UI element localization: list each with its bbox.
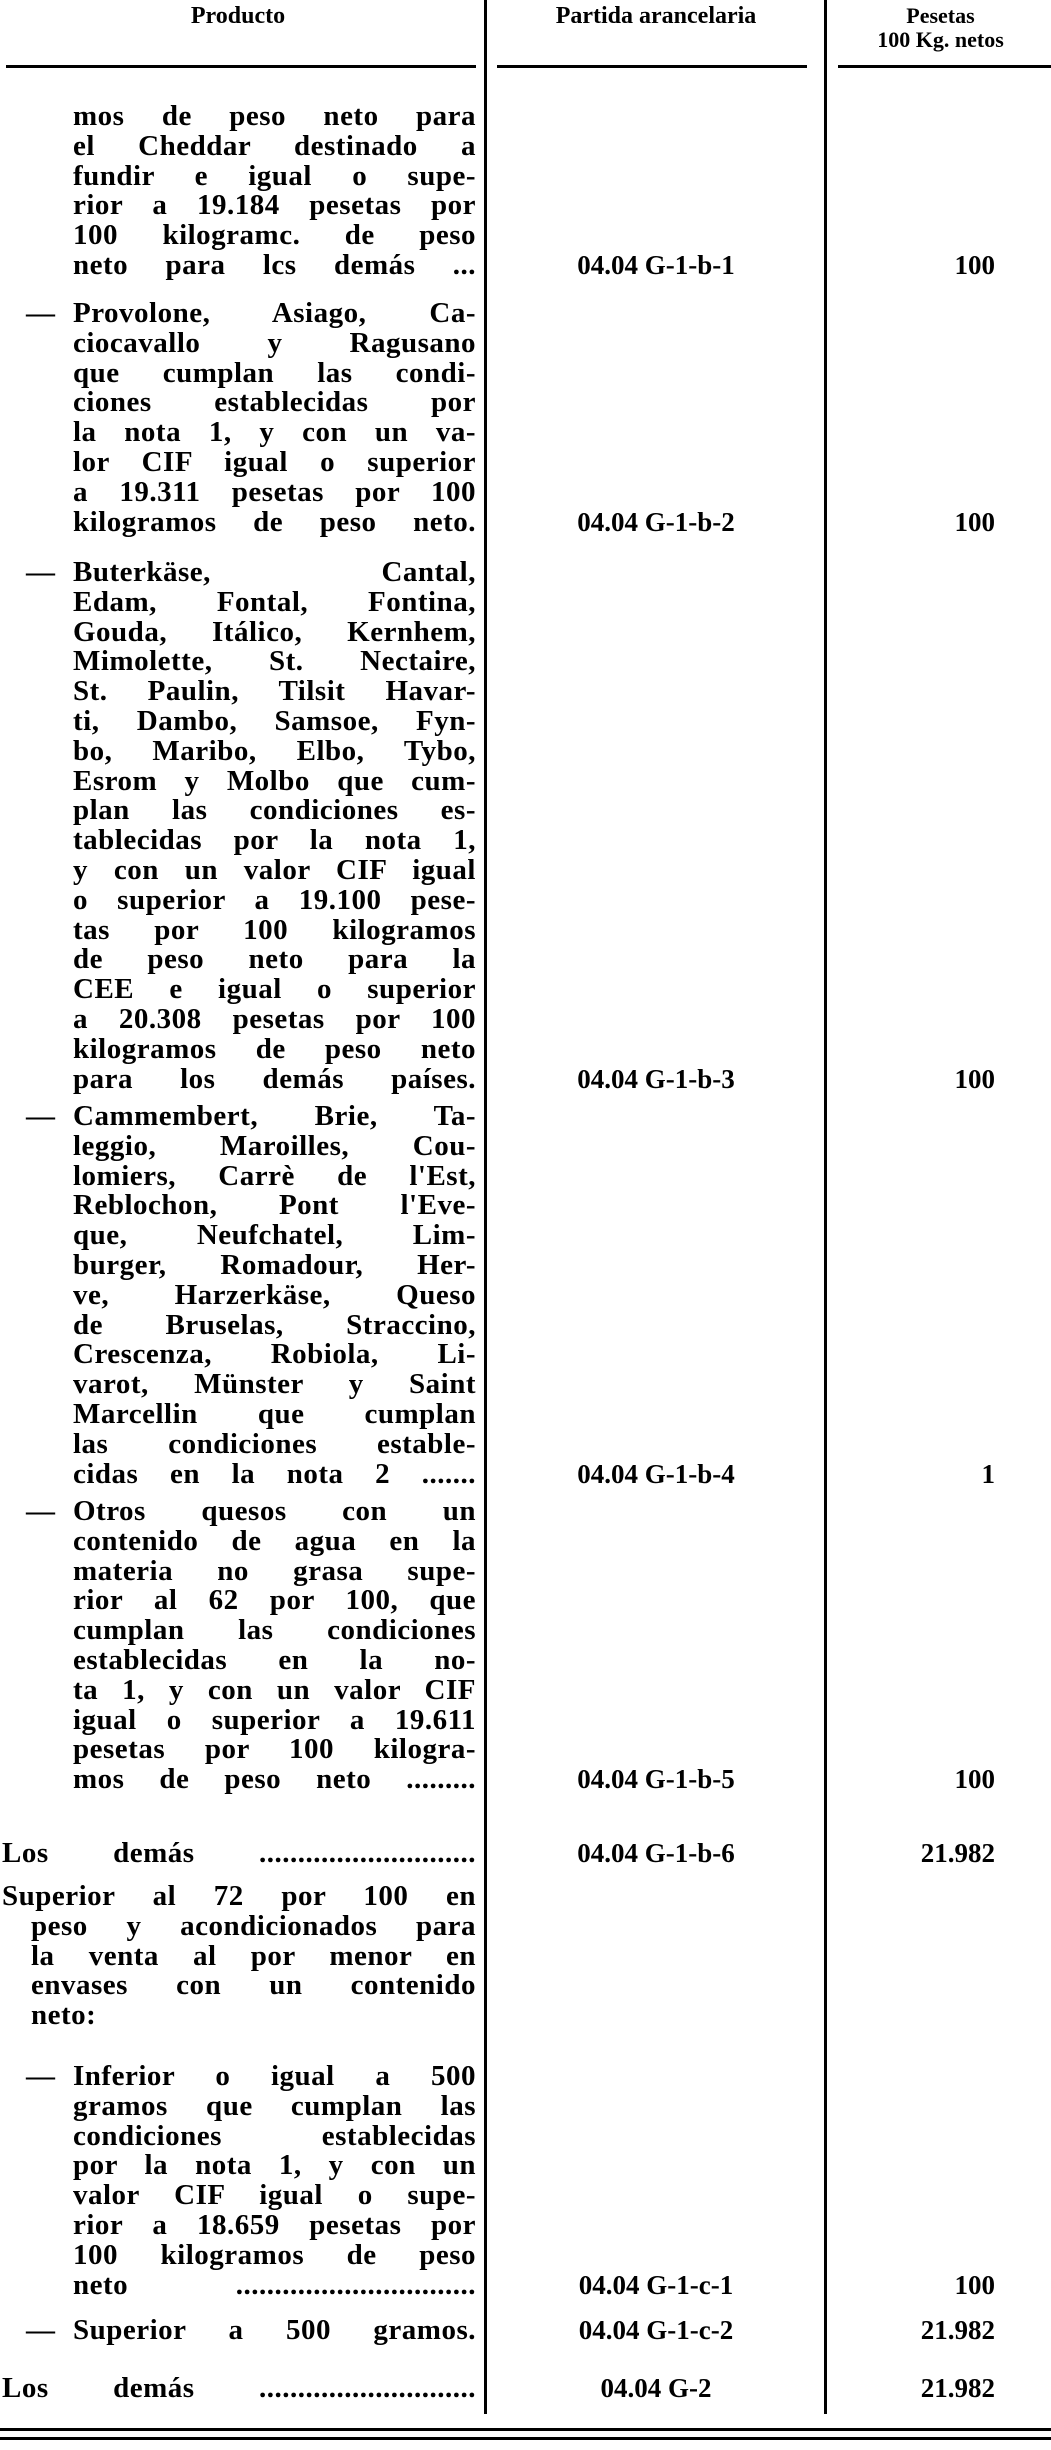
product-text-line: peso y acondicionados para xyxy=(31,1909,476,1942)
product-text-line: de Bruselas, Straccino, xyxy=(73,1308,476,1341)
tariff-code: 04.04 G-1-b-2 xyxy=(577,506,735,537)
product-text-line: 100 kilogramos de peso xyxy=(73,2238,476,2271)
product-text-line: Superior al 72 por 100 en xyxy=(2,1880,476,1912)
product-text-line: envases con un contenido xyxy=(31,1969,476,2002)
product-text-line: Superior a 500 gramos. xyxy=(73,2314,476,2346)
product-text-line: fundir e igual o supe- xyxy=(73,159,476,192)
pesetas-value: 100 xyxy=(954,1063,995,1094)
dash-bullet: — xyxy=(26,2314,55,2346)
bottom-rule-2 xyxy=(0,2437,1051,2440)
product-text-line: que cumplan las condi- xyxy=(73,356,476,389)
header-rule-pesetas xyxy=(838,65,1051,68)
tariff-code: 04.04 G-1-c-2 xyxy=(578,2315,734,2345)
product-text-line: Esrom y Molbo que cum- xyxy=(73,764,476,797)
pesetas-value: 1 xyxy=(981,1458,995,1489)
column-header-partida: Partida arancelaria xyxy=(555,3,757,29)
tariff-code: 04.04 G-1-b-5 xyxy=(577,1764,735,1795)
pesetas-header-line1: Pesetas xyxy=(906,3,975,28)
product-text-line: lor CIF igual o superior xyxy=(73,446,476,478)
product-text-line: bo, Maribo, Elbo, Tybo, xyxy=(73,734,476,767)
product-text-line: Crescenza, Robiola, Li- xyxy=(73,1338,476,1371)
product-text-line: materia no grasa supe- xyxy=(73,1554,476,1587)
product-text-line: Los demás ............................ xyxy=(2,2372,476,2404)
product-text-line: condiciones establecidas xyxy=(73,2119,476,2152)
header-rule-partida xyxy=(497,65,807,68)
pesetas-value: 21.982 xyxy=(920,1838,995,1868)
product-text-line: Cammembert, Brie, Ta- xyxy=(73,1100,476,1132)
product-text-line: de peso neto para la xyxy=(73,943,476,976)
product-text-line: la nota 1, y con un va- xyxy=(73,416,476,449)
product-text-line: St. Paulin, Tilsit Havar- xyxy=(73,675,476,708)
product-text-line: tas por 100 kilogramos xyxy=(73,913,476,946)
product-text-line: neto: xyxy=(31,1999,97,2032)
product-text-line: Buterkäse, Cantal, xyxy=(73,556,476,588)
dash-bullet: — xyxy=(26,1495,55,1527)
pesetas-value: 21.982 xyxy=(920,2373,995,2403)
pesetas-value: 100 xyxy=(954,250,995,280)
column-divider-1 xyxy=(484,0,487,2414)
bottom-rule-1 xyxy=(0,2428,1051,2431)
product-text-line: 100 kilogramc. de peso xyxy=(73,219,476,252)
tariff-code: 04.04 G-1-b-4 xyxy=(577,1458,735,1489)
product-text-line: ti, Dambo, Samsoe, Fyn- xyxy=(73,705,476,737)
product-text-line: Edam, Fontal, Fontina, xyxy=(73,585,476,618)
dash-bullet: — xyxy=(26,1100,55,1132)
product-text-line: mos de peso neto para xyxy=(73,100,476,132)
product-text-line: las condiciones estable- xyxy=(73,1427,476,1460)
product-text-line: por la nota 1, y con un xyxy=(73,2149,476,2182)
product-text-line: y con un valor CIF igual xyxy=(73,854,476,886)
product-text-line: mos de peso neto ......... xyxy=(73,1763,476,1796)
dash-bullet: — xyxy=(26,297,55,329)
product-text-line: Inferior o igual a 500 xyxy=(73,2060,476,2092)
product-text-line: ve, Harzerkäse, Queso xyxy=(73,1278,476,1311)
product-text-line: la venta al por menor en xyxy=(31,1939,476,1972)
product-text-line: Otros quesos con un xyxy=(73,1495,476,1527)
product-text-line: Mimolette, St. Nectaire, xyxy=(73,645,476,678)
product-text-line: establecidas en la no- xyxy=(73,1644,476,1676)
product-text-line: igual o superior a 19.611 xyxy=(73,1703,476,1736)
product-text-line: Provolone, Asiago, Ca- xyxy=(73,297,476,329)
tariff-code: 04.04 G-1-c-1 xyxy=(578,2269,734,2300)
product-text-line: neto para lcs demás ... xyxy=(73,249,476,281)
product-text-line: el Cheddar destinado a xyxy=(73,129,476,162)
pesetas-value: 21.982 xyxy=(920,2315,995,2345)
dash-bullet: — xyxy=(26,2060,55,2092)
product-text-line: ciones establecidas por xyxy=(73,386,476,419)
column-divider-2 xyxy=(824,0,827,2414)
product-text-line: tablecidas por la nota 1, xyxy=(73,824,476,857)
product-text-line: neto ............................... xyxy=(73,2268,476,2301)
product-text-line: rior al 62 por 100, que xyxy=(73,1584,476,1617)
tariff-code: 04.04 G-1-b-3 xyxy=(577,1063,735,1094)
product-text-line: leggio, Maroilles, Cou- xyxy=(73,1129,476,1162)
product-text-line: varot, Münster y Saint xyxy=(73,1368,476,1401)
product-text-line: Marcellin que cumplan xyxy=(73,1398,476,1430)
product-text-line: cumplan las condiciones xyxy=(73,1614,476,1647)
product-text-line: burger, Romadour, Her- xyxy=(73,1249,476,1281)
product-text-line: gramos que cumplan las xyxy=(73,2089,476,2122)
pesetas-value: 100 xyxy=(954,1764,995,1795)
pesetas-value: 100 xyxy=(954,506,995,537)
dash-bullet: — xyxy=(26,556,55,588)
product-text-line: kilogramos de peso neto xyxy=(73,1032,476,1065)
product-text-line: rior a 19.184 pesetas por xyxy=(73,189,476,222)
pesetas-header-line2: 100 Kg. netos xyxy=(877,27,1004,52)
product-text-line: a 20.308 pesetas por 100 xyxy=(73,1003,476,1035)
product-text-line: kilogramos de peso neto. xyxy=(73,505,476,538)
column-header-producto: Producto xyxy=(190,3,286,29)
column-header-pesetas xyxy=(830,4,1051,52)
product-text-line: Gouda, Itálico, Kernhem, xyxy=(73,615,476,648)
product-text-line: Reblochon, Pont l'Eve- xyxy=(73,1189,476,1222)
product-text-line: cidas en la nota 2 ....... xyxy=(73,1457,476,1490)
product-text-line: rior a 18.659 pesetas por xyxy=(73,2209,476,2241)
product-text-line: lomiers, Carrè de l'Est, xyxy=(73,1159,476,1192)
tariff-code: 04.04 G-1-b-6 xyxy=(577,1838,735,1868)
product-text-line: Los demás ............................ xyxy=(2,1837,476,1869)
header-rule-producto xyxy=(6,65,476,68)
product-text-line: contenido de agua en la xyxy=(73,1524,476,1557)
product-text-line: valor CIF igual o supe- xyxy=(73,2179,476,2212)
product-text-line: plan las condiciones es- xyxy=(73,794,476,827)
product-text-line: para los demás países. xyxy=(73,1062,476,1095)
tariff-code: 04.04 G-2 xyxy=(600,2373,712,2403)
product-text-line: a 19.311 pesetas por 100 xyxy=(73,475,476,508)
product-text-line: ciocavallo y Ragusano xyxy=(73,326,476,359)
product-text-line: pesetas por 100 kilogra- xyxy=(73,1733,476,1766)
pesetas-value: 100 xyxy=(954,2269,995,2300)
product-text-line: o superior a 19.100 pese- xyxy=(73,883,476,916)
product-text-line: ta 1, y con un valor CIF xyxy=(73,1673,476,1706)
product-text-line: CEE e igual o superior xyxy=(73,973,476,1006)
product-text-line: que, Neufchatel, Lim- xyxy=(73,1219,476,1252)
tariff-code: 04.04 G-1-b-1 xyxy=(577,250,735,280)
